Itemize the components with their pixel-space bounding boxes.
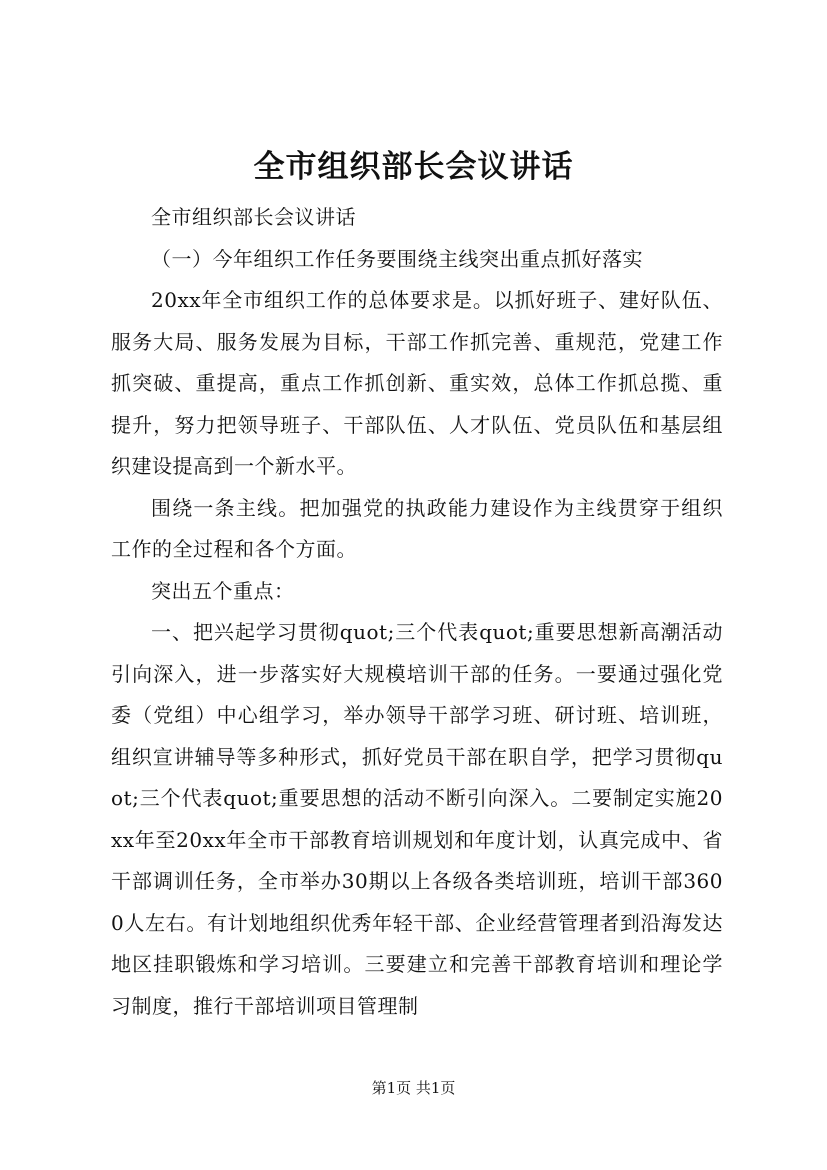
paragraph-main-line: 围绕一条主线。把加强党的执政能力建设作为主线贯穿于组织工作的全过程和各个方面。	[111, 495, 723, 561]
paragraph-priority-one: 一、把兴起学习贯彻quot;三个代表quot;重要思想新高潮活动引向深入，进一步落实好大规模培训干部的任务。一要通过强化党委（党组）中心组学习，举办领导干部学习班、研讨班、培训班，组织宣讲辅导等多种形式，抓好党员干部在职自学，把学习贯彻quot;三个代表quot;重要思想的活动不断引向深入。二要制定实施20xx年至20xx年全市干部教育培训规划和年度计划，认真完成中、省干部调训任务，全市举办30期以上各级各类培训班，培训干部3600人左右。有计划地组织优秀年轻干部、企业经营管理者到沿海发达地区挂职锻炼和学习培训。三要建立和完善干部教育培训和理论学习制度，推行干部培训项目管理制	[111, 620, 723, 1018]
document-body	[111, 197, 723, 1027]
page-number-footer: 第1页 共1页	[371, 1079, 456, 1097]
document-title: 全市组织部长会议讲话	[253, 149, 574, 185]
paragraph-five-priorities: 突出五个重点：	[151, 578, 295, 603]
paragraph-general-requirements: 20xx年全市组织工作的总体要求是。以抓好班子、建好队伍、服务大局、服务发展为目标，干部工作抓完善、重规范，党建工作抓突破、重提高，重点工作抓创新、重实效，总体工作抓总揽、重提升，努力把领导班子、干部队伍、人才队伍、党员队伍和基层组织建设提高到一个新水平。	[111, 288, 723, 478]
paragraph-subtitle: 全市组织部长会议讲话	[151, 205, 356, 229]
paragraph-section-heading: （一）今年组织工作任务要围绕主线突出重点抓好落实	[151, 246, 643, 271]
